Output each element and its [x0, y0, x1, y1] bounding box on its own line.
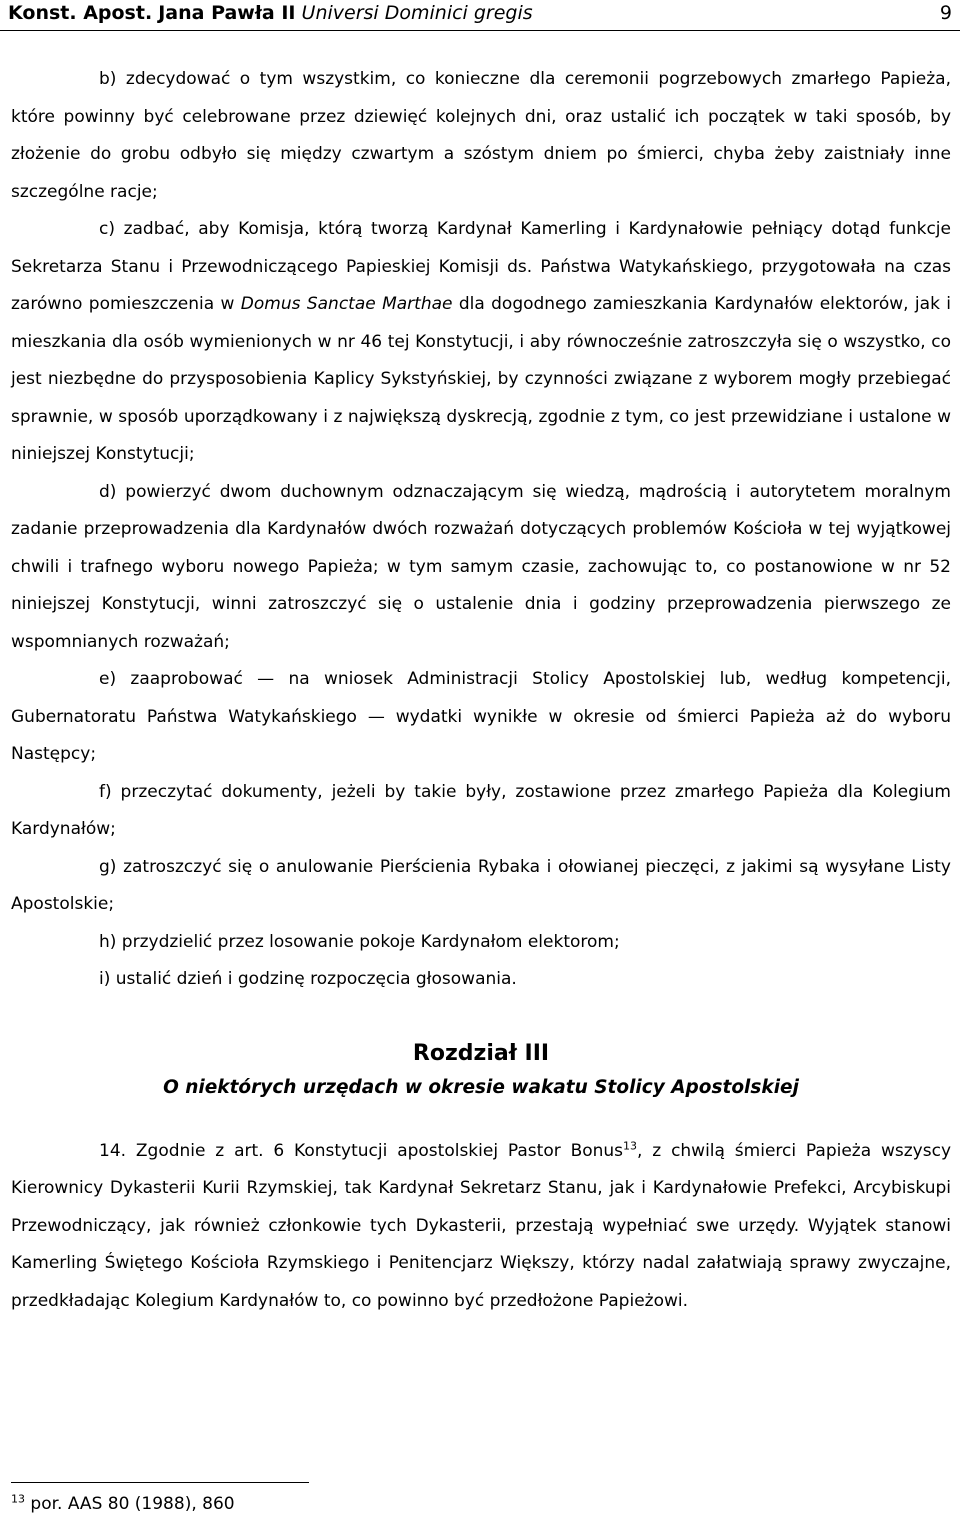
footnote	[11, 1492, 235, 1516]
chapter-subtitle: O niektórych urzędach w okresie wakatu Stolicy Apostolskiej	[163, 1076, 799, 1098]
paragraph-e: e) zaaprobować — na wniosek Administracji Stolicy Apostolskiej lub, według kompetencji, Gubernatoratu Państwa Watykańskiego — wydatki wynikłe w okresie od śmierci Papieża aż do wyboru Następcy;	[11, 669, 951, 764]
page-number: 9	[939, 2, 952, 24]
footnote-ref: 13	[623, 1138, 638, 1152]
paragraph-14	[11, 1133, 951, 1321]
paragraph-14-text-2: , z chwilą śmierci Papieża wszyscy Kierownicy Dykasterii Kurii Rzymskiej, tak Kardynał Sekretarz Stanu, jak i Kardynałowie Prefekci, Arcybiskupi Przewodniczący, jak również członkowie tych Dykasterii, przestają wypełniać swe urzędy. Wyjątek stanowi Kamerling Świętego Kościoła Rzymskiego i Penitencjarz Większy, którzy nadal załatwiają sprawy zwyczajne, przedkładając Kolegium Kardynałów to, co powinno być przedłożone Papieżowi.	[11, 1140, 951, 1311]
chapter-title: Rozdział III	[412, 1040, 550, 1066]
header-title-name: Jana Pawła II	[158, 2, 296, 24]
footnote-number: 13	[11, 1492, 25, 1506]
paragraph-d: d) powierzyć dwom duchownym odznaczającym się wiedzą, mądrością i autorytetem moralnym zadanie przeprowadzenia dla Kardynałów dwóch rozważań dotyczących problemów Kościoła w tej wyjątkowej chwili i trafnego wyboru nowego Papieża; w tym samym czasie, zachowując to, co postanowione w nr 52 niniejszej Konstytucji, winni zatroszczyć się o ustalenie dnia i godziny przeprowadzenia pierwszego ze wspomnianych rozważań;	[11, 481, 951, 652]
paragraph-i: i) ustalić dzień i godzinę rozpoczęcia głosowania.	[99, 969, 517, 989]
header-title-doc: Universi Dominici gregis	[301, 2, 533, 24]
paragraph-c	[11, 211, 951, 474]
header-title-prefix: Konst. Apost.	[8, 2, 153, 24]
paragraph-b: b) zdecydować o tym wszystkim, co konieczne dla ceremonii pogrzebowych zmarłego Papieża, które powinny być celebrowane przez dziewięć kolejnych dni, oraz ustalić ich początek w taki sposób, by złożenie do grobu odbyło się między czwartym a szóstym dniem po śmierci, chyba żeby zaistniały inne szczególne racje;	[11, 69, 951, 202]
footnote-text: por. AAS 80 (1988), 860	[30, 1494, 235, 1514]
footnote-divider	[11, 1482, 309, 1483]
main-text	[11, 61, 951, 1320]
paragraph-h: h) przydzielić przez losowanie pokoje Kardynałom elektorom;	[99, 931, 620, 952]
header-title	[8, 0, 533, 26]
paragraph-14-text-1: 14. Zgodnie z art. 6 Konstytucji apostolskiej Pastor Bonus	[99, 1140, 624, 1161]
paragraph-c-italic: Domus Sanctae Marthae	[240, 294, 453, 314]
paragraph-f: f) przeczytać dokumenty, jeżeli by takie były, zostawione przez zmarłego Papieża dla Kolegium Kardynałów;	[11, 781, 951, 839]
paragraph-c-text-2: dla dogodnego zamieszkania Kardynałów elektorów, jak i mieszkania dla osób wymienionych w nr 46 tej Konstytucji, i aby równocześnie zatroszczyła się o wszystko, co jest niezbędne do przysposobienia Kaplicy Sykstyńskiej, by czynności związane z wyborem mogły przebiegać sprawnie, w sposób uporządkowany i z największą dyskrecją, zgodnie z tym, co jest przewidziane i ustalone w niniejszej Konstytucji;	[11, 294, 952, 464]
paragraph-c-text-1: c) zadbać, aby Komisja, którą tworzą Kardynał Kamerling i Kardynałowie pełniący dotąd funkcje Sekretarza Stanu i Przewodniczącego Papieskiej Komisji ds. Państwa Watykańskiego, przygotowała na czas zarówno pomieszczenia w	[11, 219, 951, 314]
paragraph-g: g) zatroszczyć się o anulowanie Pierścienia Rybaka i ołowianej pieczęci, z jakimi są wysyłane Listy Apostolskie;	[11, 856, 951, 914]
running-header	[0, 0, 960, 31]
